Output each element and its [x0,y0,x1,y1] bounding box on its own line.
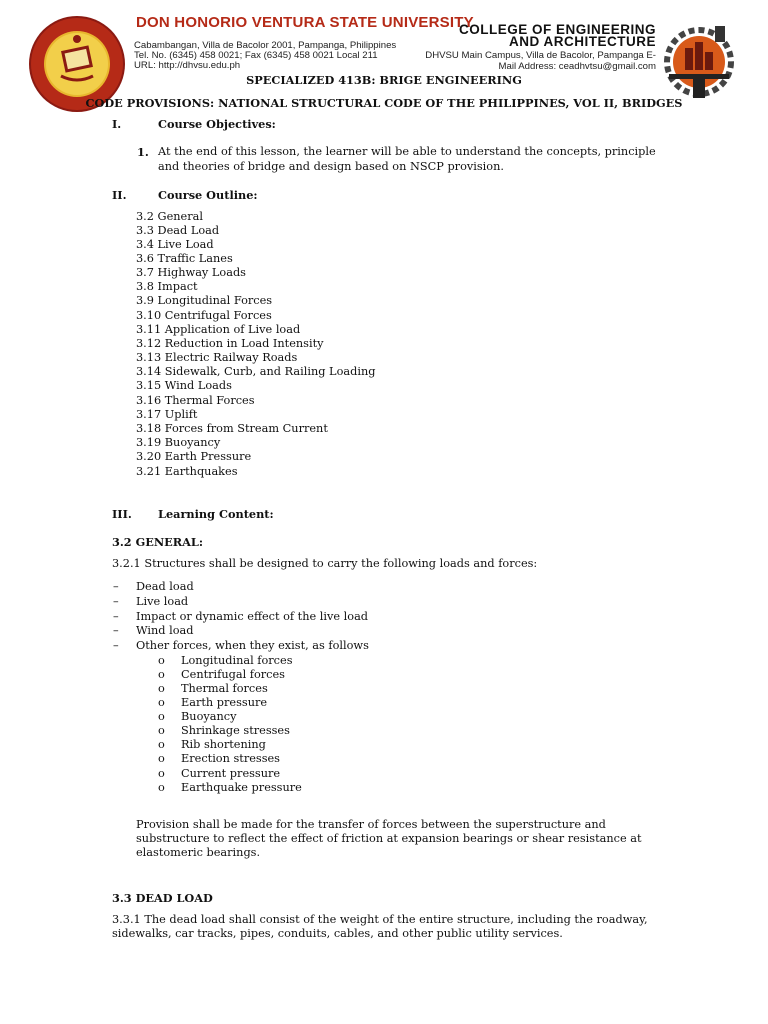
general-heading: 3.2 GENERAL: [112,535,204,549]
objective-number: 1. [137,145,149,159]
dash-marker: – [113,595,119,608]
outline-item: 3.8 Impact [136,280,198,293]
sub-bullet: o [158,710,165,723]
sub-bullet: o [158,696,165,709]
section-title: Learning Content: [158,507,274,521]
outline-item: 3.2 General [136,210,203,223]
college-name-line: COLLEGE OF ENGINEERING [458,22,656,37]
load-list-item: Live load [136,595,189,608]
university-name: DON HONORIO VENTURA STATE UNIVERSITY [136,14,474,31]
sub-bullet: o [158,767,165,780]
college-name [420,24,656,48]
outline-item: 3.16 Thermal Forces [136,394,255,407]
other-force-item: Longitudinal forces [181,654,293,667]
dead-load-heading: 3.3 DEAD LOAD [112,891,213,905]
other-force-item: Rib shortening [181,738,266,751]
outline-item: 3.11 Application of Live load [136,323,301,336]
university-phone-line: Tel. No. (6345) 458 0021; Fax (6345) 458 0021 Local 211 [134,50,378,61]
outline-item: 3.7 Highway Loads [136,266,246,279]
provision-paragraph-line: Provision shall be made for the transfer of forces between the superstructure and [136,818,606,831]
course-subtitle: CODE PROVISIONS: NATIONAL STRUCTURAL CODE OF THE PHILIPPINES, VOL II, BRIDGES [85,96,683,110]
sub-bullet: o [158,738,165,751]
other-force-item: Thermal forces [181,682,268,695]
dead-load-paragraph-line: sidewalks, car tracks, pipes, conduits, cables, and other public utility services. [112,927,563,940]
outline-item: 3.9 Longitudinal Forces [136,294,273,307]
outline-item: 3.19 Buoyancy [136,436,221,449]
college-name-line: AND ARCHITECTURE [509,34,656,49]
other-force-item: Shrinkage stresses [181,724,290,737]
section-title: Course Outline: [158,188,258,202]
section-numeral: I. [112,117,122,131]
sub-bullet: o [158,724,165,737]
section-title: Course Objectives: [158,117,276,131]
outline-item: 3.6 Traffic Lanes [136,252,233,265]
other-force-item: Earthquake pressure [181,781,302,794]
college-email-line: Mail Address: ceadhvtsu@gmail.com [498,60,656,72]
outline-item: 3.17 Uplift [136,408,198,421]
outline-item: 3.18 Forces from Stream Current [136,422,328,435]
other-force-item: Erection stresses [181,752,280,765]
load-list-item: Other forces, when they exist, as follows [136,639,369,652]
provision-paragraph-line: substructure to reflect the effect of friction at expansion bearings or shear resistance at [136,832,642,845]
outline-item: 3.15 Wind Loads [136,379,232,392]
dash-marker: – [113,624,119,637]
outline-item: 3.10 Centrifugal Forces [136,309,272,322]
other-force-item: Centrifugal forces [181,668,285,681]
college-logo [655,18,743,106]
objective-text-line: At the end of this lesson, the learner will be able to understand the concepts, principle [158,145,656,158]
dash-marker: – [113,580,119,593]
section-numeral: II. [112,188,127,202]
dead-load-paragraph-line: 3.3.1 The dead load shall consist of the weight of the entire structure, including the roadway, [112,913,648,926]
sub-bullet: o [158,682,165,695]
objective-text-line: and theories of bridge and design based on NSCP provision. [158,160,504,173]
sub-bullet: o [158,752,165,765]
load-list-item: Wind load [136,624,194,637]
section-numeral: III. [112,507,132,521]
sub-bullet: o [158,654,165,667]
outline-item: 3.13 Electric Railway Roads [136,351,298,364]
university-url-line: URL: http://dhvsu.edu.ph [134,60,241,71]
dash-marker: – [113,639,119,652]
outline-item: 3.3 Dead Load [136,224,220,237]
other-force-item: Buoyancy [181,710,237,723]
general-intro: 3.2.1 Structures shall be designed to carry the following loads and forces: [112,557,538,570]
course-title: SPECIALIZED 413B: BRIGE ENGINEERING [246,73,522,87]
dash-marker: – [113,610,119,623]
college-address-line: DHVSU Main Campus, Villa de Bacolor, Pampanga E- [425,50,656,61]
load-list-item: Dead load [136,580,194,593]
other-force-item: Current pressure [181,767,281,780]
sub-bullet: o [158,668,165,681]
college-address [398,51,656,72]
outline-item: 3.14 Sidewalk, Curb, and Railing Loading [136,365,376,378]
sub-bullet: o [158,781,165,794]
outline-item: 3.12 Reduction in Load Intensity [136,337,324,350]
outline-item: 3.21 Earthquakes [136,465,238,478]
other-force-item: Earth pressure [181,696,268,709]
load-list-item: Impact or dynamic effect of the live load [136,610,369,623]
university-address-line: Cabambangan, Villa de Bacolor 2001, Pampanga, Philippines [134,40,397,51]
outline-item: 3.20 Earth Pressure [136,450,252,463]
university-address [134,41,396,71]
provision-paragraph-line: elastomeric bearings. [136,846,261,859]
outline-item: 3.4 Live Load [136,238,214,251]
